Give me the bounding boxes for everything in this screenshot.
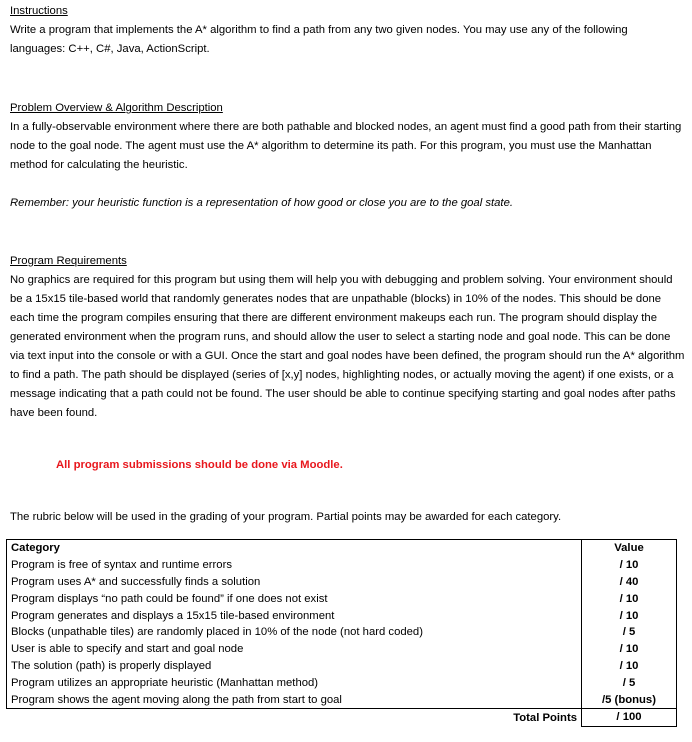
rubric-value: / 10 (582, 590, 677, 607)
rubric-category: Program uses A* and successfully finds a solution (7, 574, 582, 591)
rubric-category: User is able to specify and start and goal node (7, 641, 582, 658)
rubric-category: Program displays “no path could be found” if one does not exist (7, 590, 582, 607)
rubric-category: Blocks (unpathable tiles) are randomly placed in 10% of the node (not hard coded) (7, 624, 582, 641)
value-column-header: Value (582, 540, 677, 557)
rubric-value: / 10 (582, 607, 677, 624)
overview-text: In a fully-observable environment where there are both pathable and blocked nodes, an agent must find a good path from their starting node to the goal node. The agent must use the A* algorithm to determine its path. For this program, you must use the Manhattan method for calculating the heuristic. (10, 121, 682, 171)
rubric-value: / 10 (582, 557, 677, 574)
rubric-row (7, 658, 677, 675)
rubric-row (7, 590, 677, 607)
rubric-row (7, 624, 677, 641)
rubric-intro: The rubric below will be used in the grading of your program. Partial points may be awarded for each category. (10, 511, 562, 523)
rubric-row (7, 691, 677, 708)
submission-note: All program submissions should be done via Moodle. (56, 459, 343, 471)
rubric-table (6, 539, 677, 727)
rubric-category: Program is free of syntax and runtime errors (7, 557, 582, 574)
rubric-row (7, 641, 677, 658)
rubric-value: / 5 (582, 674, 677, 691)
rubric-value: / 5 (582, 624, 677, 641)
rubric-row (7, 557, 677, 574)
requirements-text: No graphics are required for this program but using them will help you with debugging and problem solving. Your environment should be a 15x15 tile-based world that randomly generates nodes that are unpathable (blocks) in 10% of the nodes. This should be done each time the program compiles ensuring that there are different environment makeups each run. The program should display the generated environment when the program runs, and should allow the user to select a starting node and goal node. This can be done via text input into the console or with a GUI. Once the start and goal nodes have been defined, the program should run the A* algorithm to find a path. The path should be displayed (series of [x,y] nodes, highlighting nodes, or actually moving the agent) if one exists, or a message indicating that a path could not be found. The user should be able to continue specifying starting and goal nodes after paths have been found. (10, 274, 685, 419)
rubric-value: / 10 (582, 641, 677, 658)
total-points-value: / 100 (582, 708, 677, 726)
rubric-value: / 40 (582, 574, 677, 591)
rubric-total-row (7, 708, 677, 726)
requirements-heading: Program Requirements (10, 255, 127, 267)
total-points-label: Total Points (7, 708, 582, 726)
rubric-header-row (7, 540, 677, 557)
instructions-text: Write a program that implements the A* algorithm to find a path from any two given nodes. You may use any of the following languages: C++, C#, Java, ActionScript. (10, 24, 628, 55)
category-column-header: Category (7, 540, 582, 557)
rubric-category: Program shows the agent moving along the path from start to goal (7, 691, 582, 708)
rubric-category: Program utilizes an appropriate heuristic (Manhattan method) (7, 674, 582, 691)
instructions-heading: Instructions (10, 5, 68, 17)
rubric-row (7, 607, 677, 624)
rubric-value: / 10 (582, 658, 677, 675)
rubric-row (7, 674, 677, 691)
rubric-row (7, 574, 677, 591)
heuristic-reminder: Remember: your heuristic function is a representation of how good or close you are to the goal state. (10, 197, 513, 209)
rubric-value: /5 (bonus) (582, 691, 677, 708)
rubric-category: The solution (path) is properly displayed (7, 658, 582, 675)
rubric-category: Program generates and displays a 15x15 tile-based environment (7, 607, 582, 624)
overview-heading: Problem Overview & Algorithm Description (10, 102, 223, 114)
